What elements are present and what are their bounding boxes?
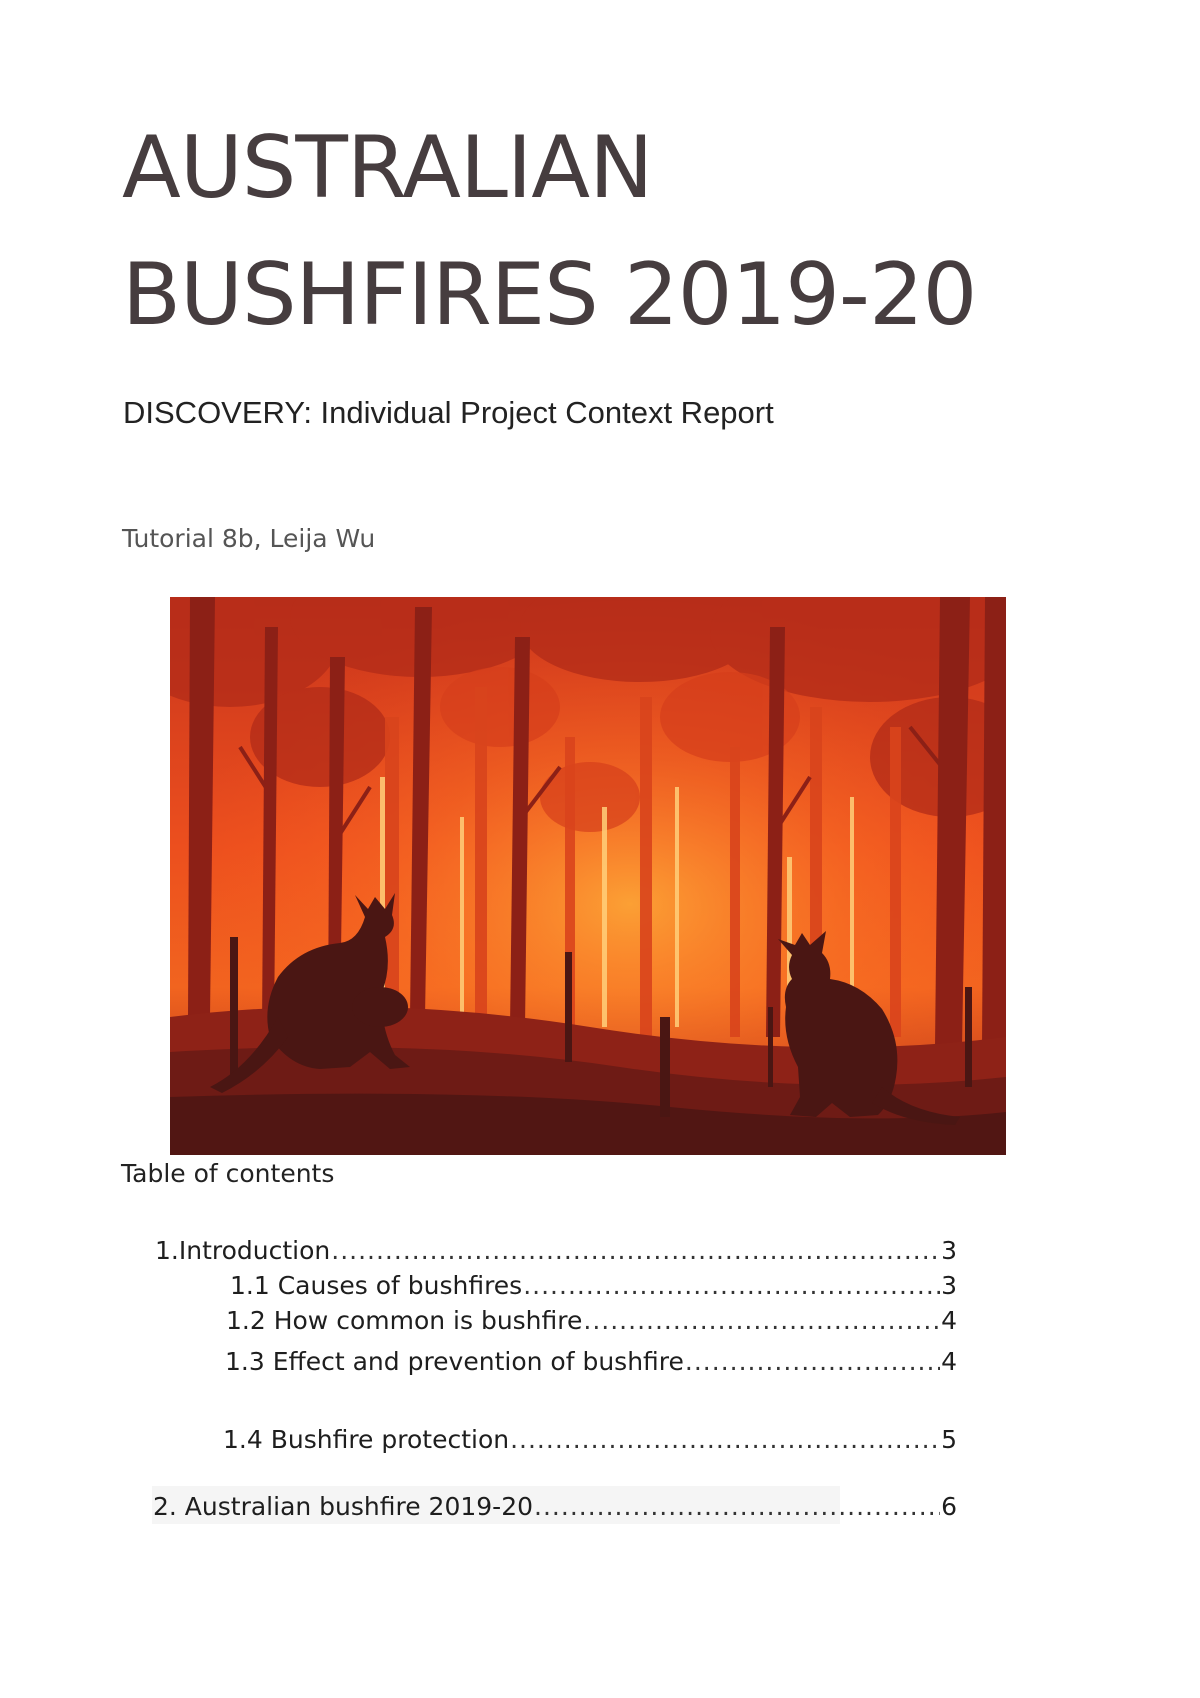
toc-entry-how-common[interactable] (226, 1306, 957, 1335)
title-line-2: BUSHFIRES 2019-20 (122, 245, 977, 345)
toc-entry-label: 1.3 Effect and prevention of bushfire (225, 1347, 684, 1376)
toc-leader-dots (510, 1425, 940, 1454)
toc-leader-dots (685, 1347, 940, 1376)
toc-heading: Table of contents (121, 1159, 335, 1188)
toc-entry-label: 1.4 Bushfire protection (223, 1425, 510, 1454)
toc-entry-australian-bushfire[interactable] (153, 1492, 957, 1521)
toc-entry-label: 1.Introduction (155, 1236, 331, 1265)
toc-entry-effect-prevention[interactable] (225, 1347, 957, 1376)
toc-entry-protection[interactable] (223, 1425, 957, 1454)
toc-leader-dots (523, 1271, 940, 1300)
toc-entry-label: 1.1 Causes of bushfires (230, 1271, 523, 1300)
toc-leader-dots (331, 1236, 940, 1265)
toc-entry-causes[interactable] (230, 1271, 957, 1300)
toc-page-number: 4 (941, 1306, 957, 1335)
report-subtitle: DISCOVERY: Individual Project Context Report (123, 395, 774, 430)
toc-leader-dots (534, 1492, 940, 1521)
author-line: Tutorial 8b, Leija Wu (122, 524, 376, 553)
toc-page-number: 3 (941, 1236, 957, 1265)
cover-image (170, 597, 1006, 1155)
toc-page-number: 5 (941, 1425, 957, 1454)
title-line-1: AUSTRALIAN (122, 118, 653, 218)
toc-entry-label: 1.2 How common is bushfire (226, 1306, 583, 1335)
toc-page-number: 6 (941, 1492, 957, 1521)
toc-entry-label: 2. Australian bushfire 2019-20 (153, 1492, 534, 1521)
toc-page-number: 4 (941, 1347, 957, 1376)
toc-page-number: 3 (941, 1271, 957, 1300)
toc-leader-dots (583, 1306, 940, 1335)
toc-entry-introduction[interactable] (155, 1236, 957, 1265)
